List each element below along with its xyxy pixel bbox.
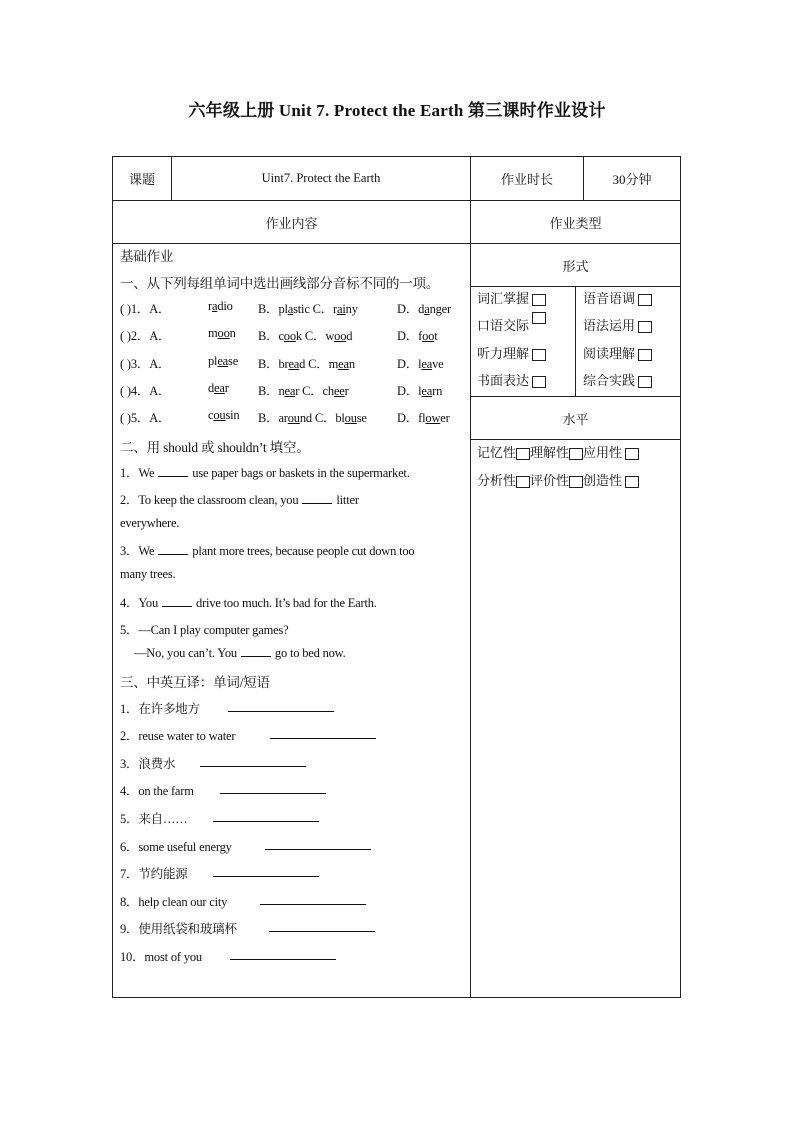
- checkbox[interactable]: [638, 321, 652, 333]
- part2-question-5: 5．—Can I play computer games?: [120, 623, 289, 637]
- part2-question-1: 1．We use paper bags or baskets in the supermarket.: [120, 466, 410, 480]
- page-title: 六年级上册 Unit 7. Protect the Earth 第三课时作业设计: [188, 101, 606, 120]
- part1-question: ( )3．A． please B．bread C．mean D．leave: [120, 354, 444, 371]
- form-option: 词汇掌握: [477, 288, 546, 307]
- part3-question: 1．在许多地方: [120, 699, 450, 717]
- answer-blank[interactable]: [302, 493, 332, 504]
- part2-heading: 二、用 should 或 shouldn’t 填空。: [120, 440, 310, 455]
- part1-question: ( )1．A． radio B．plastic C．rainy D．danger: [120, 299, 451, 316]
- level-header: 水平: [562, 411, 589, 427]
- checkbox[interactable]: [516, 448, 530, 460]
- part2-question-5-answer: —No, you can’t. You go to bed now.: [134, 646, 346, 660]
- checkbox[interactable]: [569, 476, 583, 488]
- form-option: 口语交际: [477, 315, 546, 334]
- answer-blank[interactable]: [213, 866, 319, 877]
- checkbox[interactable]: [638, 376, 652, 388]
- form-option: 综合实践: [583, 370, 652, 389]
- form-option: 语音语调: [583, 288, 652, 307]
- part2-question-2: 2．To keep the classroom clean, you litter: [120, 493, 359, 507]
- part2-question-2-cont: everywhere.: [120, 516, 180, 530]
- form-option: 语法运用: [583, 315, 652, 334]
- part1-question: ( )4．A． dear B．near C．cheer D．learn: [120, 381, 443, 398]
- part2-question-3-cont: many trees.: [120, 567, 176, 581]
- topic-label: 课题: [128, 172, 155, 187]
- level-option: 创造性: [583, 473, 623, 488]
- part3-heading: 三、中英互译：单词/短语: [120, 675, 270, 690]
- duration-label: 作业时长: [500, 172, 553, 187]
- level-option: 应用性: [583, 445, 623, 460]
- checkbox[interactable]: [569, 448, 583, 460]
- answer-blank[interactable]: [200, 756, 306, 767]
- part1-question: ( )5．A． cousin B．around C．blouse D．flower: [120, 408, 450, 425]
- checkbox[interactable]: [532, 312, 546, 324]
- part1-question: ( )2．A． moon B．cook C．wood D．foot: [120, 326, 438, 343]
- part3-question: 2．reuse water to water: [120, 726, 450, 744]
- answer-blank[interactable]: [230, 949, 336, 960]
- answer-blank[interactable]: [228, 701, 334, 712]
- form-option: 听力理解: [477, 343, 546, 362]
- checkbox[interactable]: [532, 376, 546, 388]
- part3-question: 4．on the farm: [120, 781, 450, 799]
- answer-blank[interactable]: [269, 921, 375, 932]
- level-option: 分析性: [477, 473, 517, 488]
- type-header: 作业类型: [549, 215, 602, 231]
- answer-blank[interactable]: [220, 783, 326, 794]
- form-header: 形式: [562, 258, 589, 274]
- part3-question: 6．some useful energy: [120, 837, 450, 855]
- level-options-row-2: [477, 470, 639, 489]
- answer-blank[interactable]: [241, 646, 271, 657]
- checkbox[interactable]: [625, 448, 639, 460]
- content-header: 作业内容: [265, 215, 318, 231]
- part2-question-3: 3．We plant more trees, because people cut down too: [120, 544, 415, 558]
- form-option: 阅读理解: [583, 343, 652, 362]
- answer-blank[interactable]: [158, 466, 188, 477]
- level-option: 理解性: [530, 445, 570, 460]
- part2-question-4: 4．You drive too much. It’s bad for the Earth.: [120, 596, 377, 610]
- level-option: 记忆性: [477, 445, 517, 460]
- checkbox[interactable]: [625, 476, 639, 488]
- answer-blank[interactable]: [270, 728, 376, 739]
- part3-question: 3．浪费水: [120, 754, 450, 772]
- part1-heading: 一、从下列每组单词中选出画线部分音标不同的一项。: [120, 276, 440, 291]
- answer-blank[interactable]: [158, 544, 188, 555]
- part3-question: 8．help clean our city: [120, 892, 450, 910]
- checkbox[interactable]: [532, 294, 546, 306]
- topic-value: Uint7. Protect the Earth: [261, 171, 381, 185]
- checkbox[interactable]: [638, 294, 652, 306]
- checkbox[interactable]: [638, 349, 652, 361]
- answer-blank[interactable]: [213, 811, 319, 822]
- answer-blank[interactable]: [260, 894, 366, 905]
- part3-question: 9．使用纸袋和玻璃杯: [120, 919, 450, 937]
- checkbox[interactable]: [516, 476, 530, 488]
- answer-blank[interactable]: [162, 596, 192, 607]
- part3-question: 10．most of you: [120, 947, 450, 965]
- part3-question: 7．节约能源: [120, 864, 450, 882]
- form-option: 书面表达: [477, 370, 546, 389]
- answer-blank[interactable]: [265, 839, 371, 850]
- basic-heading: 基础作业: [120, 249, 174, 264]
- duration-value: 30分钟: [612, 172, 652, 187]
- checkbox[interactable]: [532, 349, 546, 361]
- part3-question: 5．来自……: [120, 809, 450, 827]
- level-option: 评价性: [530, 473, 570, 488]
- level-options-row-1: [477, 442, 639, 461]
